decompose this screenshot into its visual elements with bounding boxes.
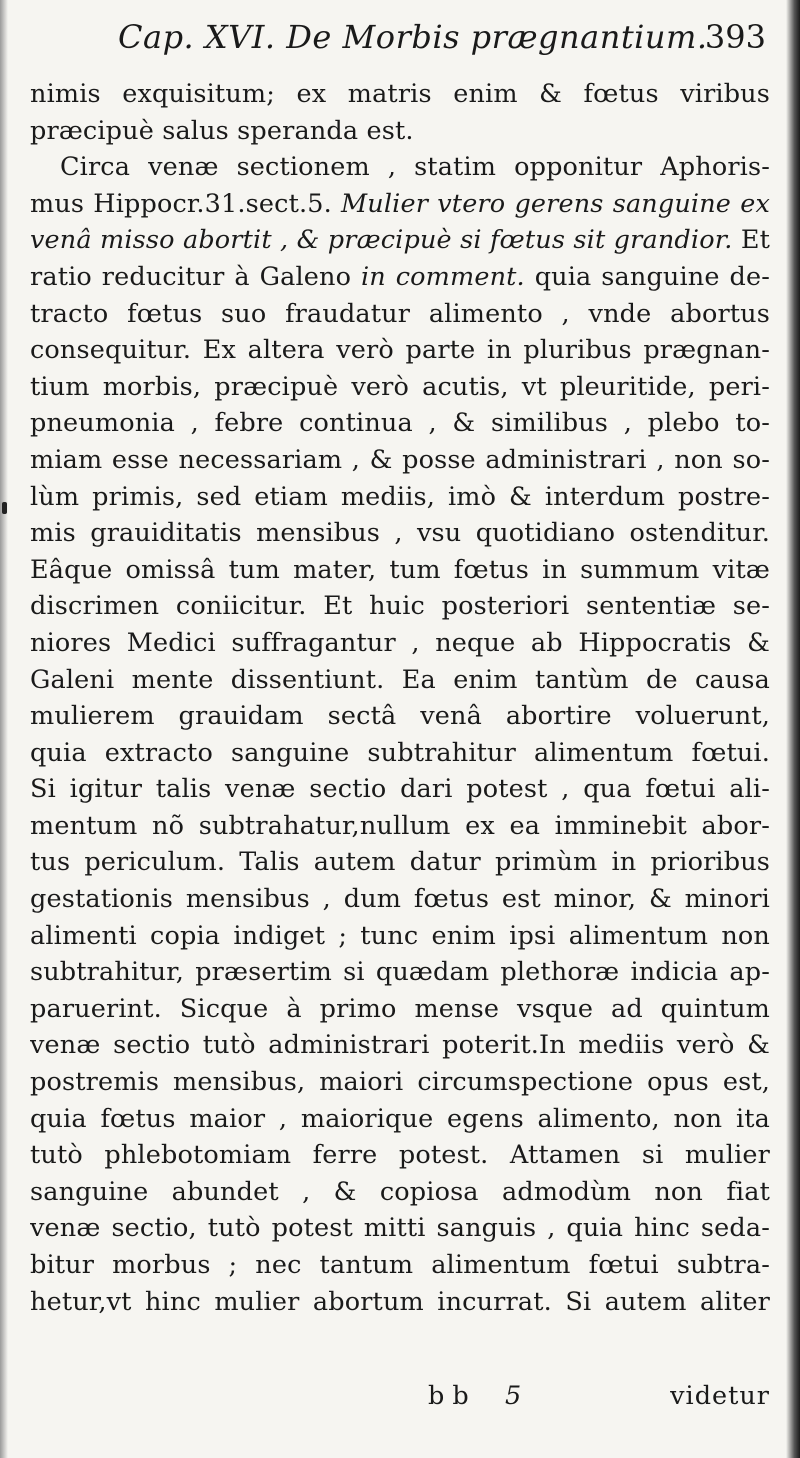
text-line: quia fœtus maior , maiorique egens alimento, non ita xyxy=(30,1103,770,1134)
text-line: Si igitur talis venæ sectio dari potest , qua fœtui ali- xyxy=(30,774,770,805)
signature-mark: bb xyxy=(428,1381,477,1411)
text-line: gestationis mensibus , dum fœtus est minor, & minori xyxy=(30,884,770,915)
page-footer xyxy=(30,1381,770,1421)
text-line: postremis mensibus, maiori circumspectione opus est, xyxy=(30,1067,770,1098)
text-line: niores Medici suffragantur , neque ab Hippocratis & xyxy=(30,627,770,658)
page-header xyxy=(118,18,766,68)
italic-reference: in comment. xyxy=(360,261,525,292)
text-line: nimis exquisitum; ex matris enim & fœtus viribus xyxy=(30,79,770,109)
body-text xyxy=(30,76,770,1320)
text-line: sanguine abundet , & copiosa admodùm non fiat xyxy=(30,1176,770,1207)
text-line: tutò phlebotomiam ferre potest. Attamen si mulier xyxy=(30,1140,770,1171)
text-line xyxy=(30,259,770,296)
text-line: consequitur. Ex altera verò parte in pluribus prægnan- xyxy=(30,335,770,366)
text-line: quia extracto sanguine subtrahitur alimentum fœtui. xyxy=(30,737,770,768)
text-line: venæ sectio, tutò potest mitti sanguis , quia hinc seda- xyxy=(30,1213,770,1244)
text-line: lùm primis, sed etiam mediis, imò & interdum postre- xyxy=(30,481,770,512)
signature-number: 5 xyxy=(505,1381,522,1411)
text-segment: mus Hippocr.31.sect.5. xyxy=(30,188,332,219)
text-line: pneumonia , febre continua , & similibus , plebo to- xyxy=(30,408,770,439)
text-line: venæ sectio tutò administrari poterit.In mediis verò & xyxy=(30,1030,770,1061)
catchword: videtur xyxy=(670,1381,770,1411)
italic-quote: venâ misso abortit , & præcipuè si fœtus sit grandior. xyxy=(30,225,733,256)
text-line: bitur morbus ; nec tantum alimentum fœtui subtra- xyxy=(30,1250,770,1280)
text-line: Galeni mente dissentiunt. Ea enim tantùm de causa xyxy=(30,664,770,695)
text-line: alimenti copia indiget ; tunc enim ipsi alimentum non xyxy=(30,920,770,951)
text-line: paruerint. Sicque à primo mense vsque ad quintum xyxy=(30,993,770,1024)
text-segment: quia sanguine de- xyxy=(534,261,770,292)
text-line: tium morbis, præcipuè verò acutis, vt pleuritide, peri- xyxy=(30,371,770,402)
page-number: 393 xyxy=(704,18,766,56)
running-head: Cap. XVI. De Morbis prægnantium. xyxy=(118,18,708,56)
text-line: mis grauiditatis mensibus , vsu quotidiano ostenditur. xyxy=(30,518,770,549)
text-line: tracto fœtus suo fraudatur alimento , vnde abortus xyxy=(30,298,770,329)
text-line: hetur,vt hinc mulier abortum incurrat. Si autem aliter xyxy=(30,1286,770,1317)
text-segment: ratio reducitur à Galeno xyxy=(30,261,352,292)
text-line: Circa venæ sectionem , statim opponitur Aphoris- xyxy=(60,152,770,183)
text-line: mulierem grauidam sectâ venâ abortire voluerunt, xyxy=(30,701,770,732)
text-line xyxy=(30,186,770,223)
text-segment: Et xyxy=(740,225,770,256)
text-line: Eâque omissâ tum mater, tum fœtus in summum vitæ xyxy=(30,554,770,585)
text-line: tus periculum. Talis autem datur primùm in prioribus xyxy=(30,847,770,878)
margin-mark xyxy=(2,502,7,514)
text-line: subtrahitur, præsertim si quædam plethoræ indicia ap- xyxy=(30,957,770,988)
text-line: præcipuè salus speranda est. xyxy=(30,115,414,146)
italic-quote: Mulier vtero gerens sanguine ex xyxy=(341,188,770,219)
text-line: miam esse necessariam , & posse administrari , non so- xyxy=(30,444,770,475)
text-line xyxy=(30,222,770,259)
text-line: mentum nõ subtrahatur,nullum ex ea imminebit abor- xyxy=(30,810,770,841)
text-line: discrimen coniicitur. Et huic posteriori sententiæ se- xyxy=(30,591,770,622)
